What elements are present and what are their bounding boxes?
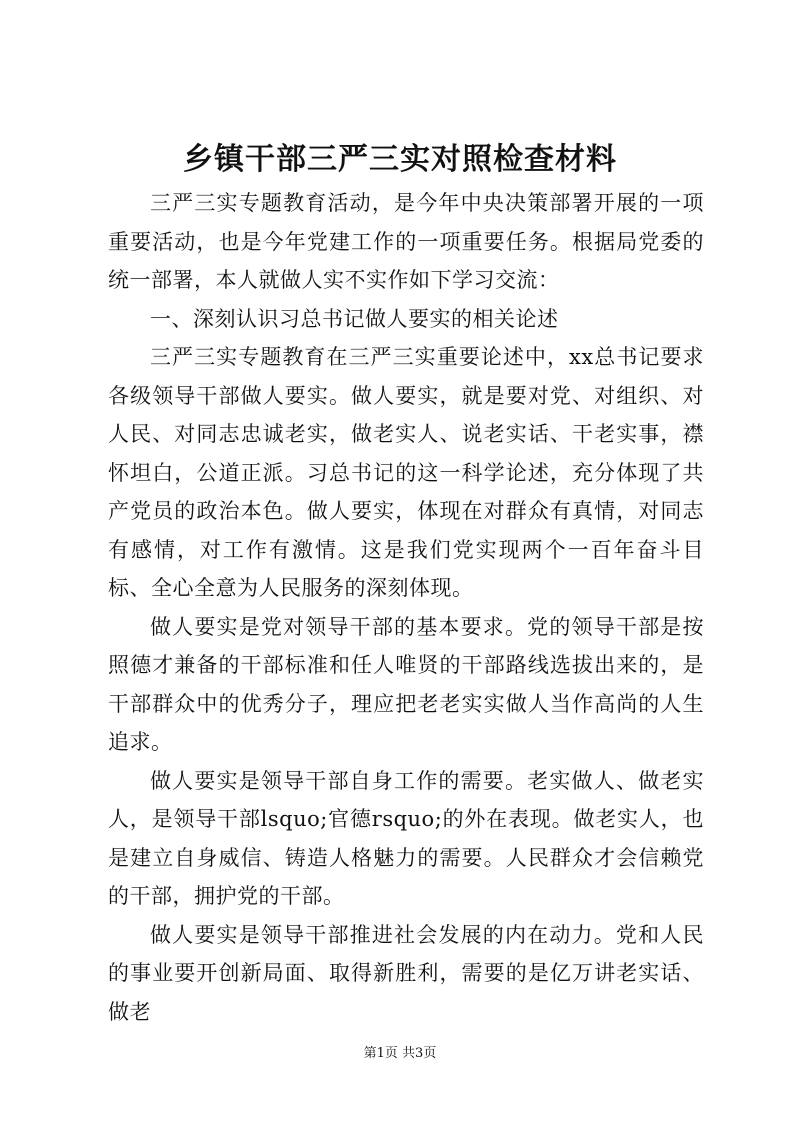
body-paragraph: 做人要实是领导干部推进社会发展的内在动力。党和人民的事业要开创新局面、取得新胜利，需要的是亿万讲老实话、做老 [108, 922, 704, 1024]
body-paragraph: 做人要实是党对领导干部的基本要求。党的领导干部是按照德才兼备的干部标准和任人唯贤的干部路线选拔出来的，是干部群众中的优秀分子，理应把老老实实做人当作高尚的人生追求。 [108, 614, 704, 754]
document-body [108, 184, 704, 1031]
body-paragraph: 做人要实是领导干部自身工作的需要。老实做人、做老实人，是领导干部lsquo;官德rsquo;的外在表现。做老实人，也是建立自身威信、铸造人格魅力的需要。人民群众才会信赖党的干部，拥护党的干部。 [108, 768, 704, 908]
page-footer: 第1页 共3页 [363, 1046, 437, 1061]
intro-paragraph: 三严三实专题教育活动，是今年中央决策部署开展的一项重要活动，也是今年党建工作的一项重要任务。根据局党委的统一部署，本人就做人实不实作如下学习交流： [108, 191, 704, 292]
document-title: 乡镇干部三严三实对照检查材料 [183, 142, 617, 177]
body-paragraph: 三严三实专题教育在三严三实重要论述中，xx总书记要求各级领导干部做人要实。做人要实，就是要对党、对组织、对人民、对同志忠诚老实，做老实人、说老实话、干老实事，襟怀坦白，公道正派。习总书记的这一科学论述，充分体现了共产党员的政治本色。做人要实，体现在对群众有真情，对同志有感情，对工作有激情。这是我们党实现两个一百年奋斗目标、全心全意为人民服务的深刻体现。 [108, 345, 704, 600]
section-heading: 一、深刻认识习总书记做人要实的相关论述 [150, 306, 559, 331]
